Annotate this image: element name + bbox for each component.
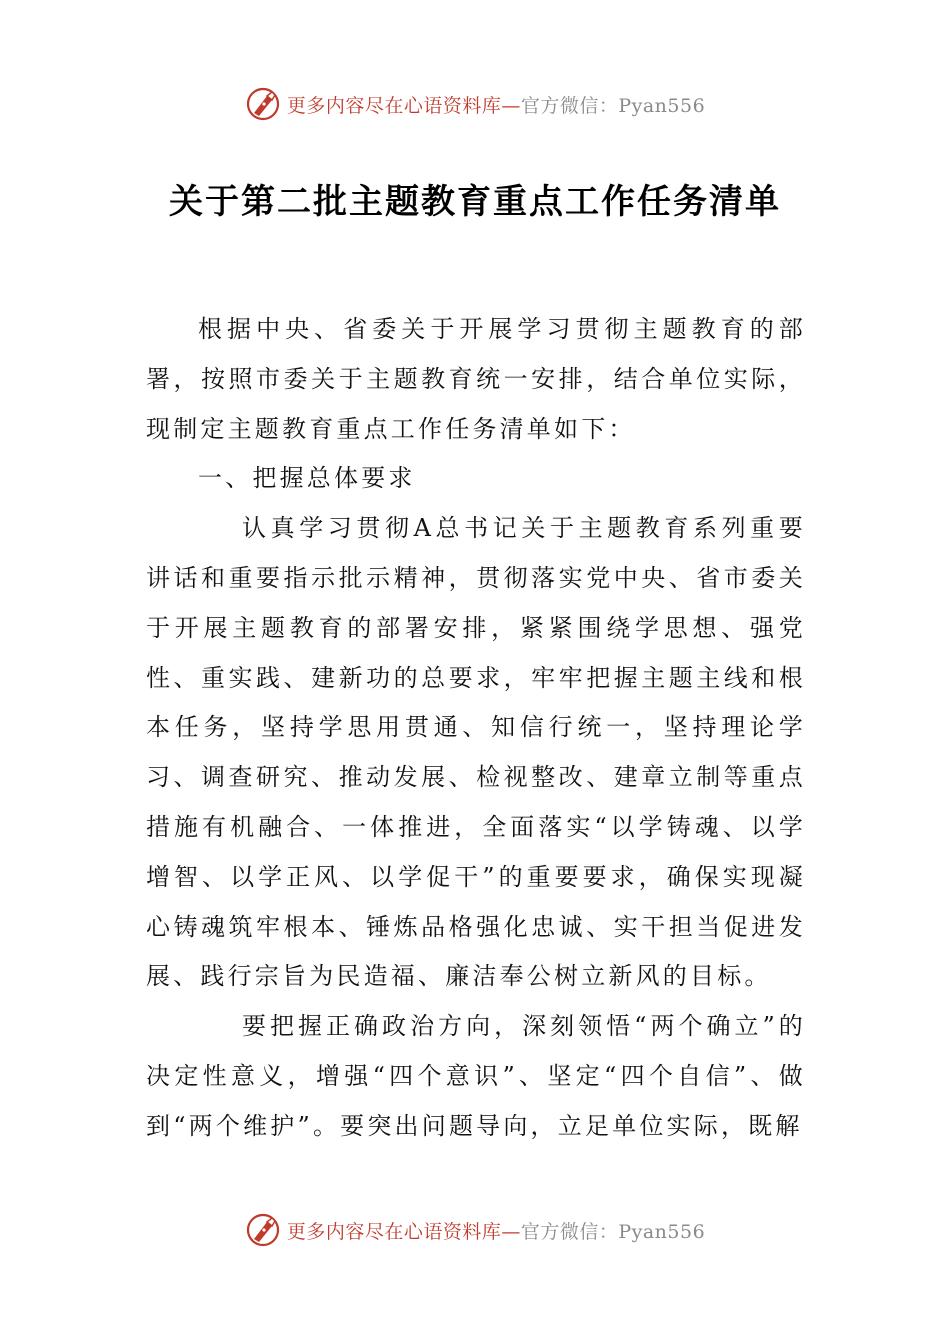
watermark-contact-text: 官方微信：Pyan556 [520, 1220, 706, 1243]
intro-paragraph: 根据中央、省委关于开展学习贯彻主题教育的部署，按照市委关于主题教育统一安排，结合单位实际，现制定主题教育重点工作任务清单如下： [146, 315, 806, 443]
watermark-site-text: 更多内容尽在心语资料库— [286, 94, 521, 117]
watermark-site-text: 更多内容尽在心语资料库— [286, 1220, 521, 1243]
document-body [146, 305, 806, 1152]
pen-nib-logo-icon [245, 86, 281, 122]
header-watermark [0, 84, 950, 124]
watermark-contact-text: 官方微信：Pyan556 [520, 94, 706, 117]
body-paragraph: 要把握正确政治方向，深刻领悟“两个确立”的决定性意义，增强“四个意识”、坚定“四个自信”、做到“两个维护”。要突出问题导向，立足单位实际，既解 [146, 1012, 806, 1140]
body-paragraph: 认真学习贯彻A总书记关于主题教育系列重要讲话和重要指示批示精神，贯彻落实党中央、省市委关于开展主题教育的部署安排，紧紧围绕学思想、强党性、重实践、建新功的总要求，牢牢把握主题主线和根本任务，坚持学思用贯通、知信行统一，坚持理论学习、调查研究、推动发展、检视整改、建章立制等重点措施有机融合、一体推进，全面落实“以学铸魂、以学增智、以学正风、以学促干”的重要要求，确保实现凝心铸魂筑牢根本、锤炼品格强化忠诚、实干担当促进发展、践行宗旨为民造福、廉洁奉公树立新风的目标。 [146, 514, 806, 991]
pen-nib-logo-icon [245, 1212, 281, 1248]
section-heading: 一、把握总体要求 [198, 464, 416, 493]
footer-watermark [0, 1210, 950, 1250]
watermark-text [287, 91, 705, 118]
document-title: 关于第二批主题教育重点工作任务清单 [169, 182, 781, 222]
watermark-text [287, 1217, 705, 1244]
